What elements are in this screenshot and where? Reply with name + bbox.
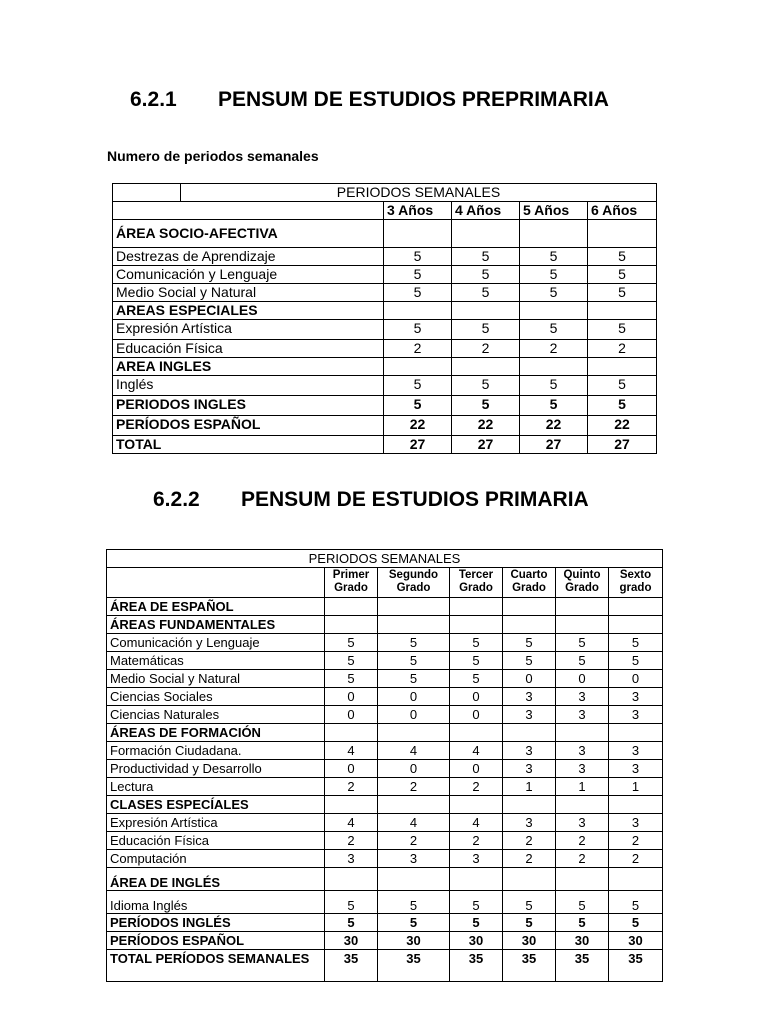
row-label: Formación Ciudadana. (107, 742, 325, 760)
value-cell: 0 (325, 706, 378, 724)
value-cell: 4 (378, 814, 450, 832)
primaria-table (106, 549, 663, 982)
value-cell: 5 (384, 284, 452, 302)
value-cell: 4 (450, 814, 503, 832)
value-cell (450, 868, 503, 891)
section-heading-primaria (153, 488, 589, 512)
table-row (107, 832, 663, 850)
value-cell (588, 358, 657, 376)
table-row (113, 358, 657, 376)
value-cell: 2 (450, 778, 503, 796)
table-row (107, 891, 663, 914)
table-row (107, 868, 663, 891)
value-cell: 5 (556, 652, 609, 670)
value-cell: 0 (325, 688, 378, 706)
group-header: PERIODOS SEMANALES (181, 184, 657, 202)
value-cell: 5 (588, 266, 657, 284)
value-cell: 5 (609, 914, 663, 932)
value-cell: 2 (325, 832, 378, 850)
table-row (113, 416, 657, 436)
table-row (113, 284, 657, 302)
value-cell (588, 220, 657, 248)
row-label: PERIODOS INGLES (113, 396, 384, 416)
value-cell: 3 (503, 706, 556, 724)
value-cell: 30 (450, 932, 503, 950)
column-header: Quinto Grado (556, 568, 609, 598)
value-cell: 5 (325, 652, 378, 670)
table-row (113, 436, 657, 454)
value-cell: 5 (503, 914, 556, 932)
value-cell: 3 (556, 688, 609, 706)
value-cell (503, 616, 556, 634)
value-cell: 2 (556, 850, 609, 868)
value-cell (378, 796, 450, 814)
value-cell: 2 (503, 832, 556, 850)
row-label: ÁREAS DE FORMACIÓN (107, 724, 325, 742)
value-cell: 22 (588, 416, 657, 436)
value-cell: 30 (556, 932, 609, 950)
column-header: Tercer Grado (450, 568, 503, 598)
value-cell (503, 598, 556, 616)
row-label: TOTAL (113, 436, 384, 454)
value-cell (378, 724, 450, 742)
value-cell (378, 868, 450, 891)
value-cell: 3 (450, 850, 503, 868)
table-row (107, 914, 663, 932)
table-row (107, 724, 663, 742)
value-cell: 1 (503, 778, 556, 796)
value-cell: 5 (588, 284, 657, 302)
value-cell: 5 (503, 652, 556, 670)
value-cell: 5 (378, 914, 450, 932)
value-cell (556, 616, 609, 634)
value-cell: 30 (503, 932, 556, 950)
value-cell: 0 (503, 670, 556, 688)
value-cell: 0 (378, 760, 450, 778)
value-cell: 3 (609, 742, 663, 760)
row-label: Educación Física (113, 340, 384, 358)
value-cell (450, 796, 503, 814)
row-label: Destrezas de Aprendizaje (113, 248, 384, 266)
value-cell: 5 (588, 376, 657, 396)
table-row (107, 778, 663, 796)
table-row (107, 950, 663, 982)
row-label: Matemáticas (107, 652, 325, 670)
table-row (107, 616, 663, 634)
value-cell: 35 (378, 950, 450, 982)
value-cell: 0 (378, 688, 450, 706)
value-cell: 0 (378, 706, 450, 724)
table-caption: Numero de periodos semanales (107, 148, 319, 164)
value-cell: 3 (503, 814, 556, 832)
section-title: PENSUM DE ESTUDIOS PRIMARIA (241, 488, 589, 511)
row-label: ÁREA DE INGLÉS (107, 868, 325, 891)
group-header: PERIODOS SEMANALES (107, 550, 663, 568)
value-cell: 35 (450, 950, 503, 982)
column-header: 4 Años (452, 202, 520, 220)
row-label: Educación Física (107, 832, 325, 850)
value-cell (325, 796, 378, 814)
row-label: Comunicación y Lenguaje (113, 266, 384, 284)
value-cell: 4 (450, 742, 503, 760)
value-cell: 5 (384, 396, 452, 416)
value-cell (384, 302, 452, 320)
value-cell (384, 358, 452, 376)
table-row (107, 634, 663, 652)
row-label: CLASES ESPECÍALES (107, 796, 325, 814)
value-cell: 4 (325, 742, 378, 760)
row-label: Inglés (113, 376, 384, 396)
value-cell (325, 616, 378, 634)
table-row (113, 266, 657, 284)
value-cell: 5 (325, 914, 378, 932)
value-cell (503, 724, 556, 742)
value-cell (384, 220, 452, 248)
value-cell: 2 (378, 832, 450, 850)
column-header: Primer Grado (325, 568, 378, 598)
value-cell (325, 724, 378, 742)
section-number: 6.2.2 (153, 488, 200, 511)
row-label: Ciencias Naturales (107, 706, 325, 724)
value-cell (520, 358, 588, 376)
value-cell (452, 302, 520, 320)
value-cell: 2 (503, 850, 556, 868)
value-cell: 35 (609, 950, 663, 982)
value-cell: 5 (520, 376, 588, 396)
value-cell: 5 (450, 914, 503, 932)
value-cell: 27 (588, 436, 657, 454)
column-header: Cuarto Grado (503, 568, 556, 598)
row-label: TOTAL PERÍODOS SEMANALES (107, 950, 325, 982)
value-cell: 3 (503, 760, 556, 778)
column-header: 5 Años (520, 202, 588, 220)
section-number: 6.2.1 (130, 88, 177, 111)
value-cell: 5 (450, 670, 503, 688)
preprimaria-table (112, 183, 657, 454)
value-cell: 5 (378, 652, 450, 670)
value-cell: 5 (452, 376, 520, 396)
value-cell: 2 (609, 850, 663, 868)
value-cell (452, 358, 520, 376)
row-label: ÁREA SOCIO-AFECTIVA (113, 220, 384, 248)
value-cell: 3 (378, 850, 450, 868)
value-cell: 3 (609, 706, 663, 724)
table-row (107, 706, 663, 724)
value-cell: 35 (556, 950, 609, 982)
value-cell: 0 (325, 760, 378, 778)
value-cell (556, 868, 609, 891)
value-cell: 5 (520, 266, 588, 284)
value-cell (609, 598, 663, 616)
table-row (113, 340, 657, 358)
value-cell: 35 (325, 950, 378, 982)
value-cell: 27 (452, 436, 520, 454)
value-cell: 1 (556, 778, 609, 796)
value-cell: 3 (609, 760, 663, 778)
value-cell: 5 (452, 284, 520, 302)
blank-cell (107, 568, 325, 598)
value-cell: 30 (378, 932, 450, 950)
value-cell: 5 (450, 652, 503, 670)
value-cell (378, 598, 450, 616)
table-row (107, 932, 663, 950)
value-cell: 5 (520, 284, 588, 302)
value-cell: 5 (609, 634, 663, 652)
value-cell: 4 (325, 814, 378, 832)
value-cell: 5 (384, 320, 452, 340)
table-row (113, 302, 657, 320)
value-cell (588, 302, 657, 320)
value-cell: 22 (520, 416, 588, 436)
value-cell: 22 (384, 416, 452, 436)
value-cell (609, 796, 663, 814)
value-cell: 5 (556, 891, 609, 914)
table-row (113, 320, 657, 340)
value-cell: 5 (384, 266, 452, 284)
value-cell (450, 724, 503, 742)
value-cell: 3 (556, 760, 609, 778)
value-cell: 22 (452, 416, 520, 436)
value-cell: 30 (325, 932, 378, 950)
value-cell: 5 (556, 914, 609, 932)
value-cell: 27 (520, 436, 588, 454)
value-cell (609, 868, 663, 891)
value-cell: 5 (450, 634, 503, 652)
value-cell: 5 (520, 396, 588, 416)
value-cell: 5 (556, 634, 609, 652)
value-cell: 2 (609, 832, 663, 850)
table-row (107, 814, 663, 832)
value-cell (556, 796, 609, 814)
value-cell: 5 (588, 320, 657, 340)
blank-cell (113, 202, 384, 220)
value-cell (556, 598, 609, 616)
value-cell (450, 598, 503, 616)
table-row (107, 598, 663, 616)
row-label: AREAS ESPECIALES (113, 302, 384, 320)
value-cell (503, 868, 556, 891)
value-cell: 0 (609, 670, 663, 688)
value-cell (520, 302, 588, 320)
row-label: PERÍODOS ESPAÑOL (113, 416, 384, 436)
value-cell: 5 (609, 891, 663, 914)
value-cell (520, 220, 588, 248)
value-cell: 3 (556, 706, 609, 724)
row-label: Computación (107, 850, 325, 868)
value-cell: 2 (450, 832, 503, 850)
table-row (113, 376, 657, 396)
value-cell (378, 616, 450, 634)
row-label: Medio Social y Natural (107, 670, 325, 688)
value-cell: 3 (556, 814, 609, 832)
value-cell: 5 (520, 248, 588, 266)
row-label: Expresión Artística (113, 320, 384, 340)
row-label: Productividad y Desarrollo (107, 760, 325, 778)
row-label: PERÍODOS ESPAÑOL (107, 932, 325, 950)
value-cell: 5 (384, 248, 452, 266)
value-cell (503, 796, 556, 814)
value-cell: 2 (588, 340, 657, 358)
value-cell (325, 868, 378, 891)
row-label: Ciencias Sociales (107, 688, 325, 706)
column-header: 3 Años (384, 202, 452, 220)
value-cell: 5 (588, 248, 657, 266)
value-cell: 2 (384, 340, 452, 358)
value-cell: 2 (520, 340, 588, 358)
section-heading-preprimaria (130, 88, 609, 112)
table-row (107, 760, 663, 778)
table-row (107, 670, 663, 688)
value-cell: 1 (609, 778, 663, 796)
value-cell: 0 (556, 670, 609, 688)
row-label: Lectura (107, 778, 325, 796)
table-row (107, 796, 663, 814)
column-header: Sexto grado (609, 568, 663, 598)
value-cell: 2 (556, 832, 609, 850)
value-cell: 5 (503, 891, 556, 914)
value-cell (609, 724, 663, 742)
value-cell: 2 (378, 778, 450, 796)
row-label: ÁREAS FUNDAMENTALES (107, 616, 325, 634)
value-cell: 2 (325, 778, 378, 796)
value-cell: 3 (503, 742, 556, 760)
value-cell: 5 (452, 266, 520, 284)
value-cell: 3 (556, 742, 609, 760)
value-cell: 5 (452, 248, 520, 266)
value-cell: 0 (450, 706, 503, 724)
value-cell: 5 (378, 634, 450, 652)
value-cell: 5 (452, 320, 520, 340)
value-cell: 35 (503, 950, 556, 982)
value-cell (452, 220, 520, 248)
table-row (113, 248, 657, 266)
value-cell: 4 (378, 742, 450, 760)
value-cell (609, 616, 663, 634)
value-cell (450, 616, 503, 634)
value-cell: 2 (452, 340, 520, 358)
value-cell: 0 (450, 688, 503, 706)
row-label: AREA INGLES (113, 358, 384, 376)
value-cell: 0 (450, 760, 503, 778)
table-row (113, 220, 657, 248)
value-cell: 5 (378, 891, 450, 914)
table-row (107, 850, 663, 868)
column-header: Segundo Grado (378, 568, 450, 598)
value-cell: 5 (325, 634, 378, 652)
value-cell: 3 (609, 814, 663, 832)
table-row (113, 396, 657, 416)
section-title: PENSUM DE ESTUDIOS PREPRIMARIA (218, 88, 609, 111)
table-row (107, 742, 663, 760)
row-label: Idioma Inglés (107, 891, 325, 914)
value-cell: 5 (588, 396, 657, 416)
row-label: ÁREA DE ESPAÑOL (107, 598, 325, 616)
blank-cell (113, 184, 181, 202)
value-cell: 27 (384, 436, 452, 454)
table-row (107, 652, 663, 670)
row-label: Comunicación y Lenguaje (107, 634, 325, 652)
row-label: PERÍODOS INGLÉS (107, 914, 325, 932)
value-cell: 5 (325, 670, 378, 688)
value-cell: 3 (503, 688, 556, 706)
value-cell (325, 598, 378, 616)
value-cell (556, 724, 609, 742)
column-header: 6 Años (588, 202, 657, 220)
value-cell: 5 (450, 891, 503, 914)
value-cell: 3 (325, 850, 378, 868)
value-cell: 5 (325, 891, 378, 914)
table-row (107, 688, 663, 706)
value-cell: 3 (609, 688, 663, 706)
row-label: Expresión Artística (107, 814, 325, 832)
value-cell: 5 (452, 396, 520, 416)
value-cell: 5 (384, 376, 452, 396)
value-cell: 5 (503, 634, 556, 652)
value-cell: 5 (378, 670, 450, 688)
value-cell: 30 (609, 932, 663, 950)
value-cell: 5 (609, 652, 663, 670)
value-cell: 5 (520, 320, 588, 340)
row-label: Medio Social y Natural (113, 284, 384, 302)
